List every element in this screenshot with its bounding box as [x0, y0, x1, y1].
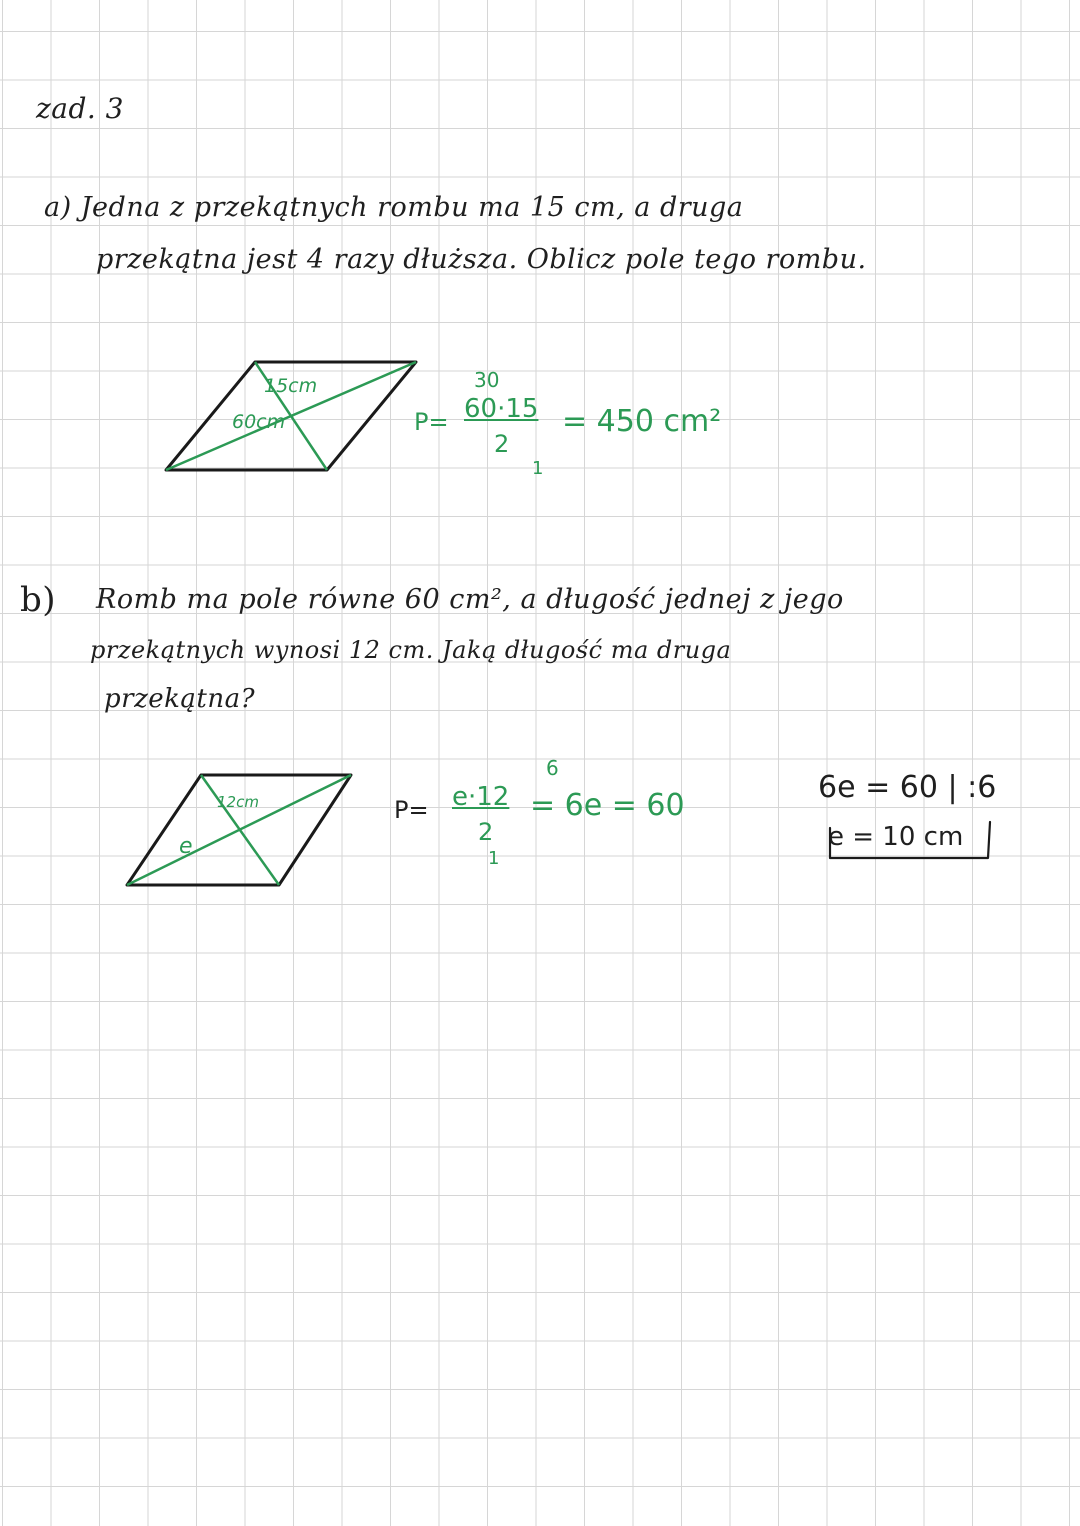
formula-a-denominator: 2 — [494, 430, 510, 458]
part-a-text-line2: przekątna jest 4 razy dłuższa. Oblicz pole tego rombu. — [96, 244, 867, 275]
side-calc-answer: e = 10 cm — [828, 822, 964, 852]
rhombus-a-label-short: 15cm — [264, 375, 318, 397]
exercise-title: zad. 3 — [36, 92, 124, 125]
side-calc-line1: 6e = 60 | :6 — [818, 770, 997, 805]
rhombus-b-label-diag: 12cm — [217, 793, 259, 811]
formula-b-denominator: 2 — [478, 818, 494, 846]
formula-b-cancel-bottom: 1 — [488, 848, 500, 869]
rhombus-short-diagonal-b — [201, 775, 279, 885]
part-b-label: b) — [20, 580, 57, 620]
part-a-text-line1 — [44, 192, 743, 223]
part-b-line2: przekątnych wynosi 12 cm. Jaką długość ma druga — [90, 636, 732, 664]
part-a-label: a) — [44, 192, 72, 223]
formula-a-cancel-top: 30 — [474, 368, 500, 392]
part-b-line3: przekątna? — [104, 684, 256, 714]
part-a-line1: Jedna z przekątnych rombu ma 15 cm, a druga — [80, 192, 744, 223]
formula-a-cancel-bottom: 1 — [532, 458, 544, 479]
formula-a-numerator: 60·15 — [464, 394, 539, 424]
answer-bracket — [818, 818, 998, 868]
rhombus-figure-b — [115, 765, 365, 895]
formula-b-cancel-top: 6 — [546, 756, 559, 780]
formula-a-result: = 450 cm² — [562, 404, 722, 439]
formula-a-p: P= — [414, 408, 449, 436]
formula-b-result: = 6e = 60 — [530, 788, 685, 823]
part-b-line1: Romb ma pole równe 60 cm², a długość jednej z jego — [96, 584, 844, 615]
formula-b-p: P= — [394, 796, 429, 824]
rhombus-a-label-long: 60cm — [232, 411, 286, 433]
formula-b-numerator: e·12 — [452, 782, 510, 812]
rhombus-b-label-e: e — [179, 834, 193, 859]
rhombus-figure-a — [150, 350, 440, 485]
